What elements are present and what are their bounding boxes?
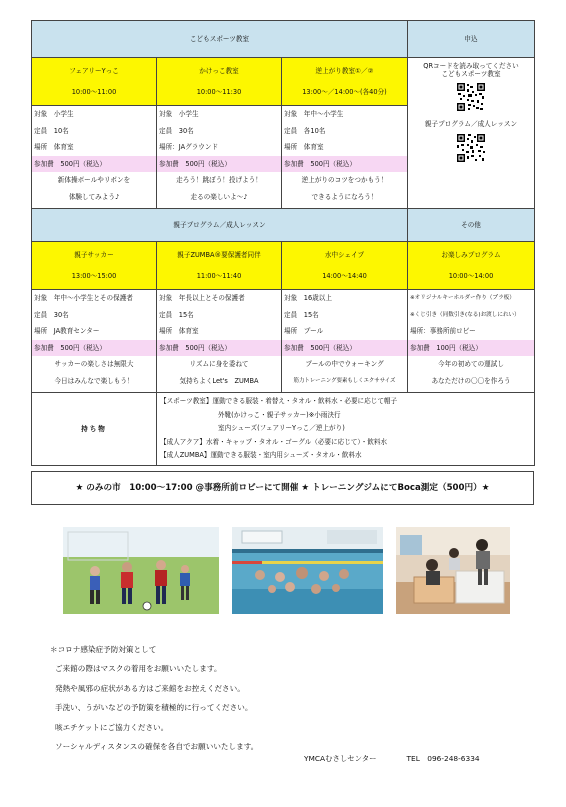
class-info-family-soccer: 対象 年中〜小学生とその保護者 定員 30名 場所 JA教育センター 参加費 500円（税込） サッカーの楽しさは無限大 今日はみんなで楽しもう！ (32, 290, 157, 393)
org-name: YMCAむさしセンター (304, 754, 377, 763)
gym-photo (396, 527, 510, 614)
class-title-fairy: フェアリーYっこ 10:00〜11:00 (32, 58, 157, 106)
class-title-fun-program: お楽しみプログラム 10:00〜14:00 (408, 242, 535, 290)
class-title-family-soccer: 親子サッカー 13:00〜15:00 (32, 242, 157, 290)
covid-notes (50, 640, 258, 756)
class-info-zumba: 対象 年長以上とその保護者 定員 15名 場所 体育室 参加費 500円（税込） リズムに身を委ねて 気持ちよくLet's ZUMBA (157, 290, 282, 393)
belongings-item: 【成人アクア】水着・キャップ・タオル・ゴーグル（必要に応じて）・飲料水 (160, 437, 388, 446)
belongings-list (157, 393, 535, 466)
apply-header: 申込 (408, 21, 535, 58)
belongings-item: 外靴(かけっこ・親子サッカー)※小雨決行 (218, 410, 341, 419)
family-program-header: 親子プログラム／成人レッスン (32, 209, 408, 242)
belongings-label: 持ち物 (32, 393, 157, 466)
class-info-aqua-shape: 対象 16歳以上 定員 15名 場所 プール 参加費 500円（税込） プールの中でウォーキング 筋力トレーニング要素もしくエクササイズ (282, 290, 408, 393)
apply-cell: QRコードを読み取ってください こどもスポーツ教室 親子プログラム／成人レッスン (408, 58, 535, 209)
qr-code-family[interactable] (456, 133, 486, 163)
footer (304, 753, 510, 764)
covid-notes-title: ＊コロナ感染症予防対策として (50, 645, 157, 654)
kids-sports-header: こどもスポーツ教室 (32, 21, 408, 58)
schedule-table (31, 20, 535, 466)
covid-note-line: 咳エチケットにご協力ください。 (55, 722, 169, 732)
soccer-photo (63, 527, 219, 614)
pool-photo (232, 527, 383, 614)
class-title-aqua-shape: 水中シェイプ 14:00〜14:40 (282, 242, 408, 290)
class-info-fairy: 対象 小学生 定員 10名 場所 体育室 参加費 500円（税込） 新体操ボールやリボンを 体験してみよう♪ (32, 106, 157, 209)
class-title-zumba: 親子ZUMBA®要保護者同伴 11:00〜11:40 (157, 242, 282, 290)
covid-note-line: 発熱や風邪の症状がある方はご来館をお控えください。 (55, 683, 245, 693)
belongings-item: 【成人ZUMBA】運動できる服装・室内用シューズ・タオル・飲料水 (160, 451, 362, 460)
class-title-sakaagari: 逆上がり教室①／② 13:00〜／14:00〜(各40分) (282, 58, 408, 106)
covid-note-line: 手洗い、うがいなどの予防策を積極的に行ってください。 (55, 703, 253, 713)
belongings-item: 室内シューズ(フェアリーYっこ／逆上がり) (218, 424, 345, 433)
class-info-fun-program: ※オリジナルキーホルダー作り（プラ板） ※くじ引き（同数引き(なる)お渡しにれい） 場所：事務所前ロビー 参加費 100円（税込） 今年の初めての運試し あなただけの〇〇を作ろう (408, 290, 535, 393)
belongings-item: 【スポーツ教室】運動できる服装・着替え・タオル・飲料水・必要に応じて帽子 (160, 397, 398, 406)
qr-code-kids[interactable] (456, 82, 486, 112)
flea-market-banner: ★ のみの市 10:00〜17:00 @事務所前ロビーにて開催 ★ トレーニングジムにてBoca測定（500円）★ (31, 471, 534, 505)
other-header: その他 (408, 209, 535, 242)
covid-note-line: ご来館の際はマスクの着用をお願いいたします。 (55, 664, 222, 674)
class-info-kakekko: 対象 小学生 定員 30名 場所：JAグラウンド 参加費 500円（税込） 走ろう！跳ぼう！投げよう！ 走るの楽しいよ〜♪ (157, 106, 282, 209)
phone-number: TEL 096-248-6334 (406, 754, 480, 763)
class-title-kakekko: かけっこ教室 10:00〜11:30 (157, 58, 282, 106)
class-info-sakaagari: 対象 年中〜小学生 定員 各10名 場所 体育室 参加費 500円（税込） 逆上がりのコツをつかもう！ できるようになろう！ (282, 106, 408, 209)
covid-note-line: ソーシャルディスタンスの確保を各自でお願いいたします。 (55, 742, 259, 752)
